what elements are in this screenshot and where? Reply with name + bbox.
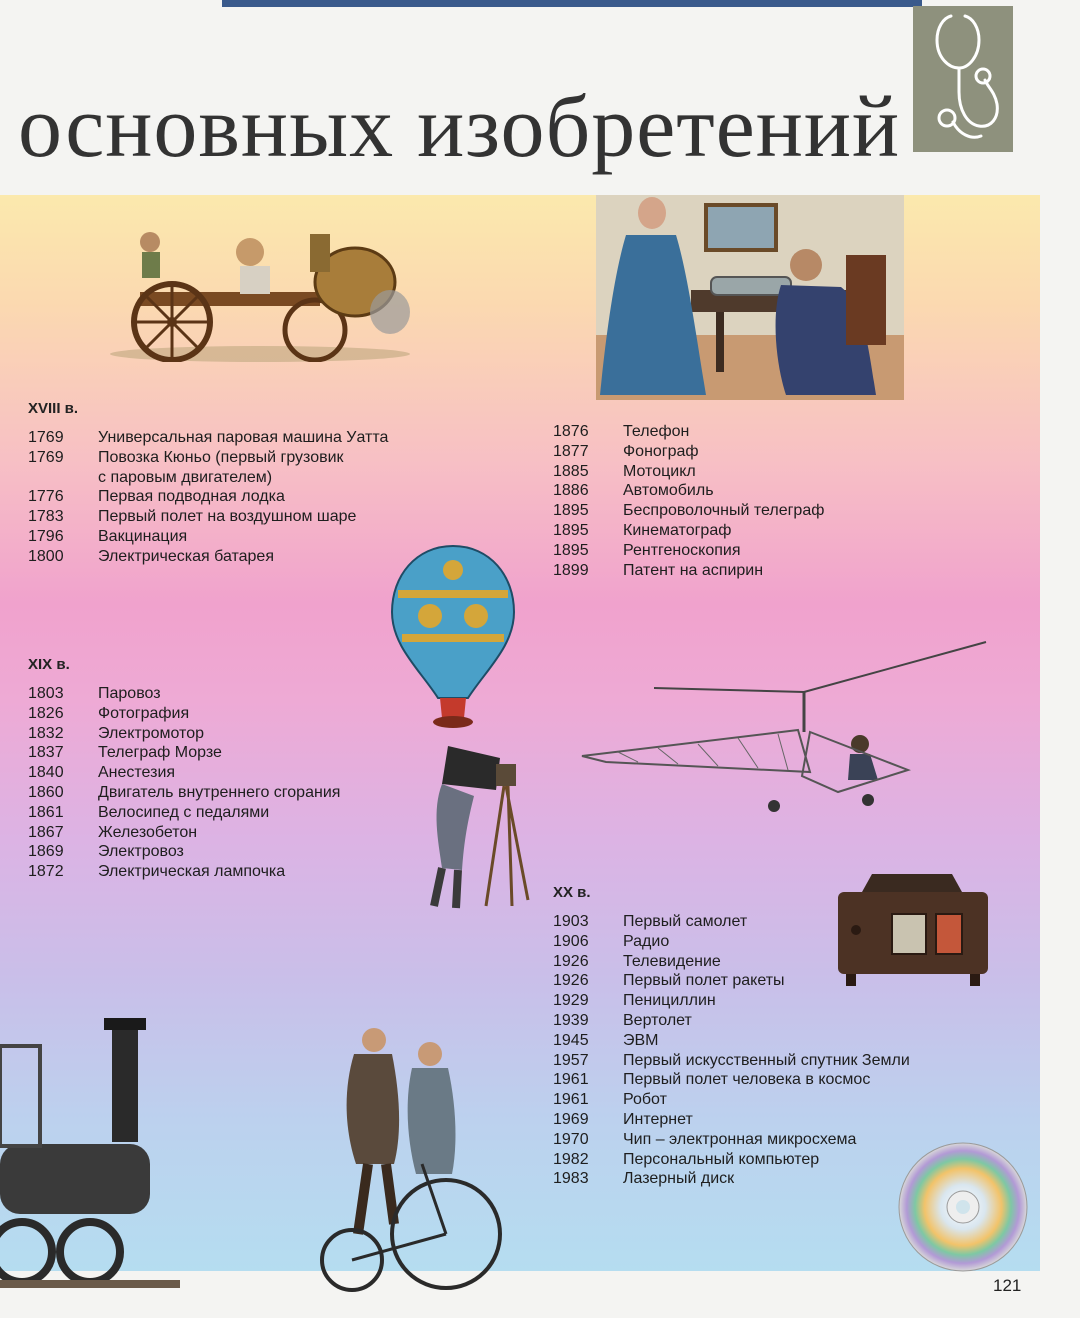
list-item: 1970 Чип – электронная микросхема [553, 1130, 857, 1148]
steam-carriage-illustration [100, 212, 410, 362]
list-item: 1945 ЭВМ [553, 1031, 659, 1049]
helicopter-illustration [578, 640, 990, 822]
list-item: 1982 Персональный компьютер [553, 1150, 820, 1168]
list-item: 1957 Первый искусственный спутник Земли [553, 1051, 910, 1069]
list-item: 1783 Первый полет на воздушном шаре [28, 508, 357, 526]
list-item: 1800 Электрическая батарея [28, 547, 274, 565]
list-item: 1903 Первый самолет [553, 913, 748, 930]
list-item: 1961 Робот [553, 1091, 667, 1109]
list-item: 1961 Первый полет человека в космос [553, 1071, 871, 1089]
stethoscope-icon [913, 6, 1013, 152]
list-item: 1872 Электрическая лампочка [28, 863, 286, 881]
bicycle-riders-illustration [312, 1024, 502, 1292]
list-item: 1876 Телефон [553, 423, 690, 440]
list-item: 1895 Беспроволочный телеграф [553, 502, 825, 520]
list-item: 1886 Автомобиль [553, 482, 714, 500]
list-item: 1769 Повозка Кюньо (первый грузовик с паровым двигателем) [28, 448, 344, 486]
list-item: 1895 Кинематограф [553, 521, 732, 539]
inventions-list-18th-century [28, 428, 388, 567]
list-item: 1860 Двигатель внутреннего сгорания [28, 783, 341, 801]
list-item: 1899 Патент на аспирин [553, 561, 764, 579]
page-number: 121 [993, 1276, 1022, 1295]
list-item: 1869 Электровоз [28, 843, 184, 861]
laser-disc-illustration [896, 1140, 1030, 1274]
list-item: 1803 Паровоз [28, 685, 161, 702]
section-heading-18th-century: XVIII в. [28, 400, 79, 417]
page-title: основных изобретений [18, 79, 901, 176]
list-item: 1895 Рентгеноскопия [553, 541, 741, 559]
list-item: 1776 Первая подводная лодка [28, 488, 285, 506]
list-item: 1983 Лазерный диск [553, 1170, 735, 1188]
inventions-list-20th-century [553, 912, 910, 1189]
list-item: 1877 Фонограф [553, 442, 699, 460]
section-heading-20th-century: XX в. [553, 884, 591, 901]
inventions-list-19th-century [28, 684, 340, 882]
list-item: 1926 Первый полет ракеты [553, 972, 785, 990]
corner-emblem [913, 6, 1013, 152]
list-item: 1769 Универсальная паровая машина Уатта [28, 429, 389, 446]
list-item: 1926 Телевидение [553, 952, 721, 970]
list-item: 1939 Вертолет [553, 1011, 692, 1029]
list-item: 1969 Интернет [553, 1110, 693, 1128]
top-color-bar [222, 0, 922, 7]
camera-photographer-illustration [412, 740, 530, 912]
list-item: 1906 Радио [553, 932, 670, 950]
steam-locomotive-illustration [0, 1016, 180, 1288]
list-item: 1867 Железобетон [28, 823, 198, 841]
list-item: 1826 Фотография [28, 704, 190, 722]
list-item: 1885 Мотоцикл [553, 462, 696, 480]
phonograph-scene-illustration [596, 195, 904, 400]
list-item: 1840 Анестезия [28, 764, 176, 782]
inventions-list-19th-century-continued [553, 422, 824, 580]
section-heading-19th-century: XIX в. [28, 656, 70, 673]
list-item: 1832 Электромотор [28, 724, 204, 742]
list-item: 1837 Телеграф Морзе [28, 744, 222, 762]
list-item: 1861 Велосипед с педалями [28, 803, 270, 821]
hot-air-balloon-illustration [388, 542, 518, 732]
list-item: 1929 Пенициллин [553, 992, 716, 1010]
list-item: 1796 Вакцинация [28, 527, 188, 545]
